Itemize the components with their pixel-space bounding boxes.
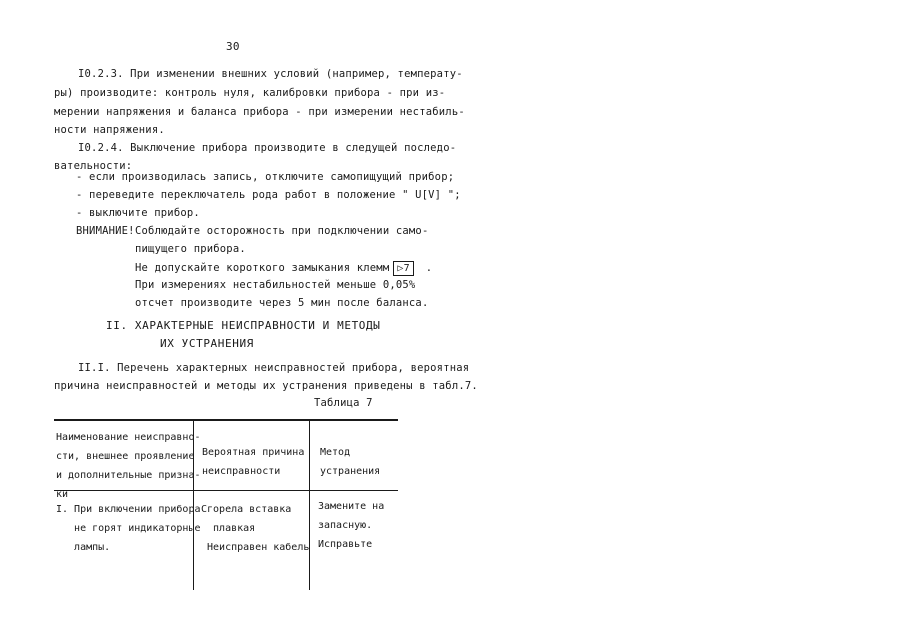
table-header-cell: Метод устранения bbox=[320, 447, 381, 477]
paragraph-11-1-line: II.I. Перечень характерных неисправностей прибора, вероятная bbox=[78, 362, 470, 374]
bullet-item: - переведите переключатель рода работ в положение " U[V] "; bbox=[76, 189, 461, 201]
paragraph-10-2-4-line: I0.2.4. Выключение прибора производите в следущей последо- bbox=[78, 142, 457, 154]
page-number: 30 bbox=[226, 40, 240, 53]
table-cell: Замените на запасную. Исправьте bbox=[318, 501, 385, 550]
terminal-key-symbol: ▷7 bbox=[393, 261, 413, 276]
paragraph-10-2-3-line: мерении напряжения и баланса прибора - при измерении нестабиль- bbox=[54, 106, 465, 118]
warning-line: отсчет производите через 5 мин после баланса. bbox=[135, 297, 429, 309]
warning-line: При измерениях нестабильностей меньше 0,05% bbox=[135, 279, 416, 291]
section-title-continued: ИХ УСТРАНЕНИЯ bbox=[160, 337, 254, 350]
warning-line-text: Не допускайте короткого замыкания клемм bbox=[135, 262, 390, 274]
trailing-dot: . bbox=[425, 262, 433, 274]
table-caption: Таблица 7 bbox=[314, 397, 373, 409]
table-cell: Сгорела вставка плавкая Неисправен кабель bbox=[201, 504, 310, 553]
bullet-item: - если производилась запись, отключите самопищущий прибор; bbox=[76, 171, 455, 183]
paragraph-10-2-3-line: I0.2.3. При изменении внешних условий (например, температу- bbox=[78, 68, 463, 80]
warning-line: пищущего прибора. bbox=[135, 243, 246, 255]
table-top-rule bbox=[54, 419, 398, 421]
paragraph-10-2-3-line: ности напряжения. bbox=[54, 124, 165, 136]
warning-label: ВНИМАНИЕ! bbox=[76, 225, 135, 237]
warning-line: Соблюдайте осторожность при подключении само- bbox=[135, 225, 429, 237]
paragraph-10-2-4-line: вательности: bbox=[54, 160, 133, 172]
warning-line-with-key bbox=[135, 261, 432, 276]
bullet-item: - выключите прибор. bbox=[76, 207, 200, 219]
section-title: II. ХАРАКТЕРНЫЕ НЕИСПРАВНОСТИ И МЕТОДЫ bbox=[106, 319, 381, 332]
paragraph-11-1-line: причина неисправностей и методы их устранения приведены в табл.7. bbox=[54, 380, 478, 392]
paragraph-10-2-3-line: ры) производите: контроль нуля, калибровки прибора - при из- bbox=[54, 87, 446, 99]
table-cell: I. При включении прибора не горят индикаторные лампы. bbox=[56, 504, 201, 553]
table-header-cell: Вероятная причина неисправности bbox=[202, 447, 305, 477]
table-header-cell: Наименование неисправно- сти, внешнее проявление и дополнительные призна- ки bbox=[56, 432, 201, 500]
